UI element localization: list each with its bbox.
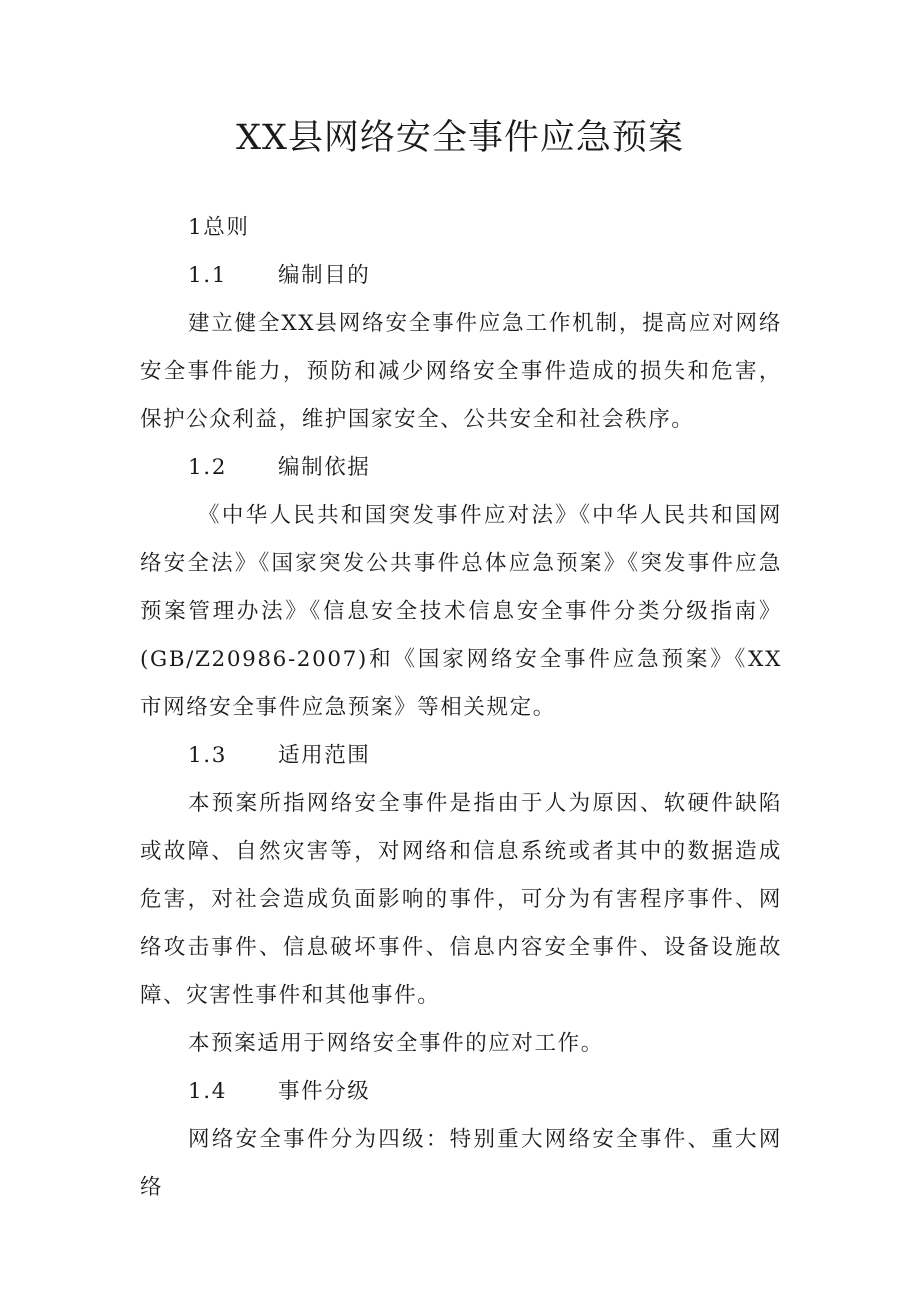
subheading-text: 事件分级 [278,1079,371,1104]
subheading-text: 适用范围 [278,743,371,768]
subheading-classification [140,1068,782,1116]
section-number: 1.3 [188,743,227,768]
paragraph-classification: 网络安全事件分为四级：特别重大网络安全事件、重大网络 [140,1127,782,1200]
document-title: XX县网络安全事件应急预案 [236,118,684,158]
section-heading-general: 1总则 [188,215,250,240]
paragraph-scope: 本预案所指网络安全事件是指由于人为原因、软硬件缺陷或故障、自然灾害等，对网络和信息系统或者其中的数据造成危害，对社会造成负面影响的事件，可分为有害程序事件、网络攻击事件、信息破坏事件、信息内容安全事件、设备设施故障、灾害性事件和其他事件。 [140,791,782,1008]
section-number: 1.4 [188,1079,227,1104]
paragraph-basis: 《中华人民共和国突发事件应对法》《中华人民共和国网络安全法》《国家突发公共事件总体应急预案》《突发事件应急预案管理办法》《信息安全技术信息安全事件分类分级指南》(GB/Z20986-2007)和《国家网络安全事件应急预案》《XX市网络安全事件应急预案》等相关规定。 [140,503,782,720]
subheading-scope [140,732,782,780]
subheading-basis [140,444,782,492]
paragraph-applicability: 本预案适用于网络安全事件的应对工作。 [188,1031,604,1056]
subheading-purpose [140,252,782,300]
section-number: 1.2 [188,455,227,480]
section-number: 1.1 [188,263,227,288]
document-body [140,204,782,1212]
paragraph-purpose: 建立健全XX县网络安全事件应急工作机制，提高应对网络安全事件能力，预防和减少网络安全事件造成的损失和危害，保护公众利益，维护国家安全、公共安全和社会秩序。 [140,311,782,432]
subheading-text: 编制依据 [278,455,371,480]
subheading-text: 编制目的 [278,263,371,288]
